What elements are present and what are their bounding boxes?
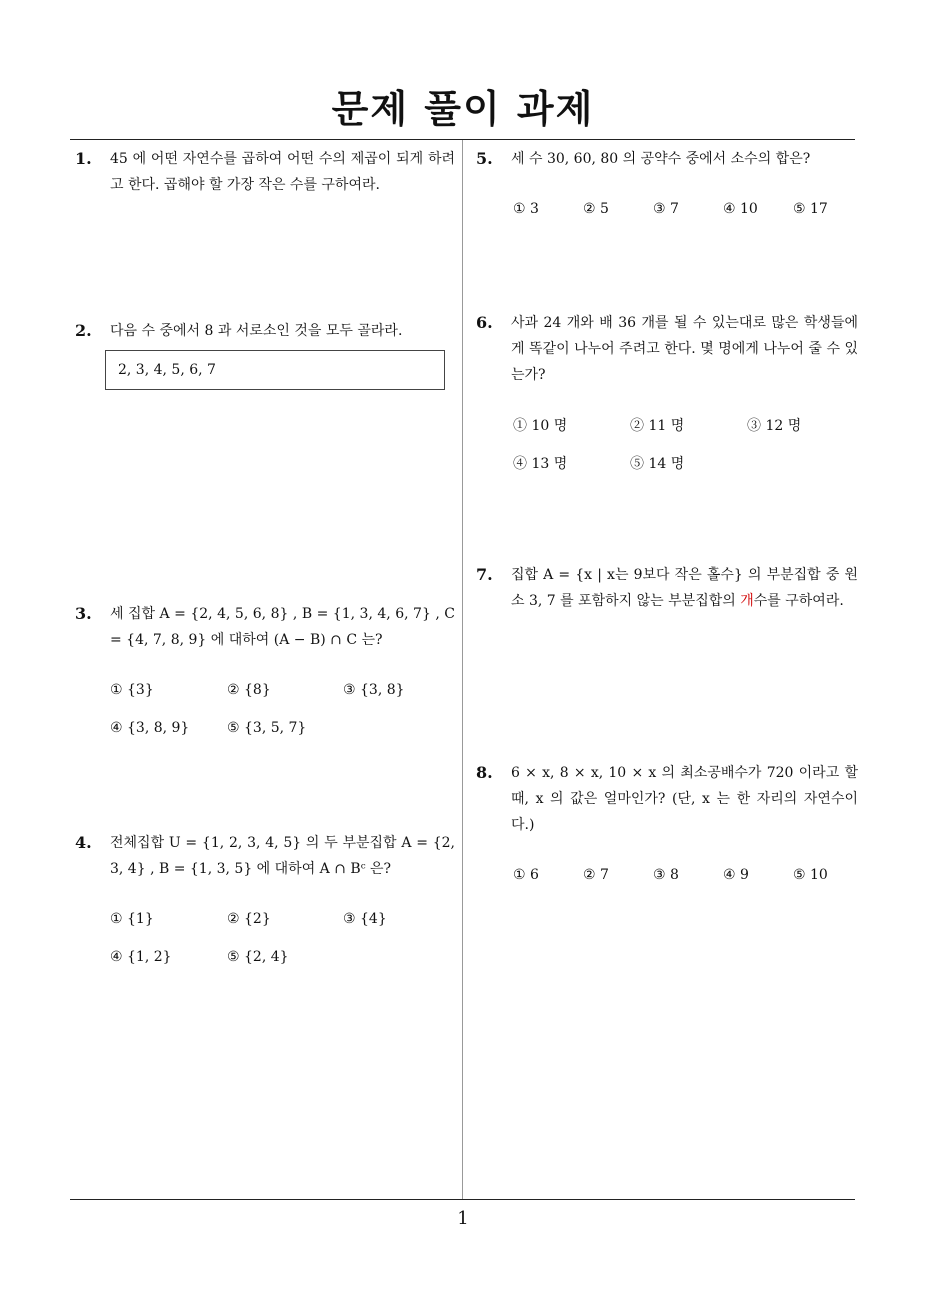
choice-3[interactable]: ③ {4} bbox=[343, 911, 387, 927]
question-number: 6. bbox=[476, 313, 493, 332]
choice-3[interactable]: ③ 8 bbox=[653, 867, 679, 883]
choice-4[interactable]: ④ {1, 2} bbox=[110, 949, 172, 965]
choice-3[interactable]: ③ {3, 8} bbox=[343, 682, 405, 698]
bottom-rule bbox=[70, 1199, 855, 1200]
question-7 bbox=[476, 562, 858, 614]
choice-2[interactable]: ② {8} bbox=[227, 682, 271, 698]
choice-2[interactable]: ② 5 bbox=[583, 201, 609, 217]
question-6 bbox=[476, 310, 858, 388]
choice-1[interactable]: ① {1} bbox=[110, 911, 154, 927]
choice-2[interactable]: ② 7 bbox=[583, 867, 609, 883]
choice-4[interactable]: ④ {3, 8, 9} bbox=[110, 720, 190, 736]
question-number: 3. bbox=[75, 604, 92, 623]
choice-2[interactable]: ② {2} bbox=[227, 911, 271, 927]
choice-3[interactable]: ③ 12 명 bbox=[747, 418, 802, 434]
question-text-part: 수를 구하여라. bbox=[753, 593, 844, 609]
choice-4[interactable]: ④ 9 bbox=[723, 867, 749, 883]
choice-1[interactable]: ① 3 bbox=[513, 201, 539, 217]
question-text-part: 집합 A = {x | x는 9보다 작은 홀수} 의 부분집합 중 원소 3, 7 를 포함하지 않는 부분집합의 bbox=[511, 567, 858, 609]
question-text: 세 집합 A = {2, 4, 5, 6, 8} , B = {1, 3, 4, 6, 7} , C = {4, 7, 8, 9} 에 대하여 (A − B) ∩ C 는? bbox=[110, 606, 455, 648]
question-number: 1. bbox=[75, 149, 92, 168]
choice-5[interactable]: ⑤ 14 명 bbox=[630, 456, 685, 472]
choice-5[interactable]: ⑤ 10 bbox=[793, 867, 828, 883]
choice-5[interactable]: ⑤ {3, 5, 7} bbox=[227, 720, 307, 736]
choice-2[interactable]: ② 11 명 bbox=[630, 418, 685, 434]
question-text: 사과 24 개와 배 36 개를 될 수 있는대로 많은 학생들에게 똑같이 나누어 주려고 한다. 몇 명에게 나누어 줄 수 있는가? bbox=[511, 315, 858, 383]
question-4 bbox=[75, 830, 455, 882]
question-text: 45 에 어떤 자연수를 곱하여 어떤 수의 제곱이 되게 하려고 한다. 곱해야 할 가장 작은 수를 구하여라. bbox=[110, 151, 455, 193]
question-2 bbox=[75, 318, 455, 344]
choice-1[interactable]: ① {3} bbox=[110, 682, 154, 698]
question-5 bbox=[476, 146, 858, 172]
choice-5[interactable]: ⑤ {2, 4} bbox=[227, 949, 289, 965]
page-number: 1 bbox=[457, 1208, 469, 1229]
question-1 bbox=[75, 146, 455, 198]
choice-1[interactable]: ① 10 명 bbox=[513, 418, 568, 434]
page-title: 문제 풀이 과제 bbox=[331, 87, 595, 131]
question-text: 다음 수 중에서 8 과 서로소인 것을 모두 골라라. bbox=[110, 323, 403, 339]
choice-1[interactable]: ① 6 bbox=[513, 867, 539, 883]
question-text bbox=[511, 562, 858, 614]
question-number: 5. bbox=[476, 149, 493, 168]
choice-3[interactable]: ③ 7 bbox=[653, 201, 679, 217]
choice-4[interactable]: ④ 10 bbox=[723, 201, 758, 217]
question-text: 6 × x, 8 × x, 10 × x 의 최소공배수가 720 이라고 할 때, x 의 값은 얼마인가? (단, x 는 한 자리의 자연수이다.) bbox=[511, 765, 858, 833]
question-number: 8. bbox=[476, 763, 493, 782]
column-divider bbox=[462, 140, 463, 1200]
choice-5[interactable]: ⑤ 17 bbox=[793, 201, 828, 217]
question-number: 4. bbox=[75, 833, 92, 852]
choice-4[interactable]: ④ 13 명 bbox=[513, 456, 568, 472]
question-text: 세 수 30, 60, 80 의 공약수 중에서 소수의 합은? bbox=[511, 151, 811, 167]
question-3 bbox=[75, 601, 455, 653]
highlighted-text: 개 bbox=[740, 593, 754, 609]
question-text: 전체집합 U = {1, 2, 3, 4, 5} 의 두 부분집합 A = {2, 3, 4} , B = {1, 3, 5} 에 대하여 A ∩ Bᶜ 은? bbox=[110, 835, 455, 877]
number-list-box: 2, 3, 4, 5, 6, 7 bbox=[105, 350, 445, 390]
question-8 bbox=[476, 760, 858, 838]
question-number: 2. bbox=[75, 321, 92, 340]
question-number: 7. bbox=[476, 565, 493, 584]
